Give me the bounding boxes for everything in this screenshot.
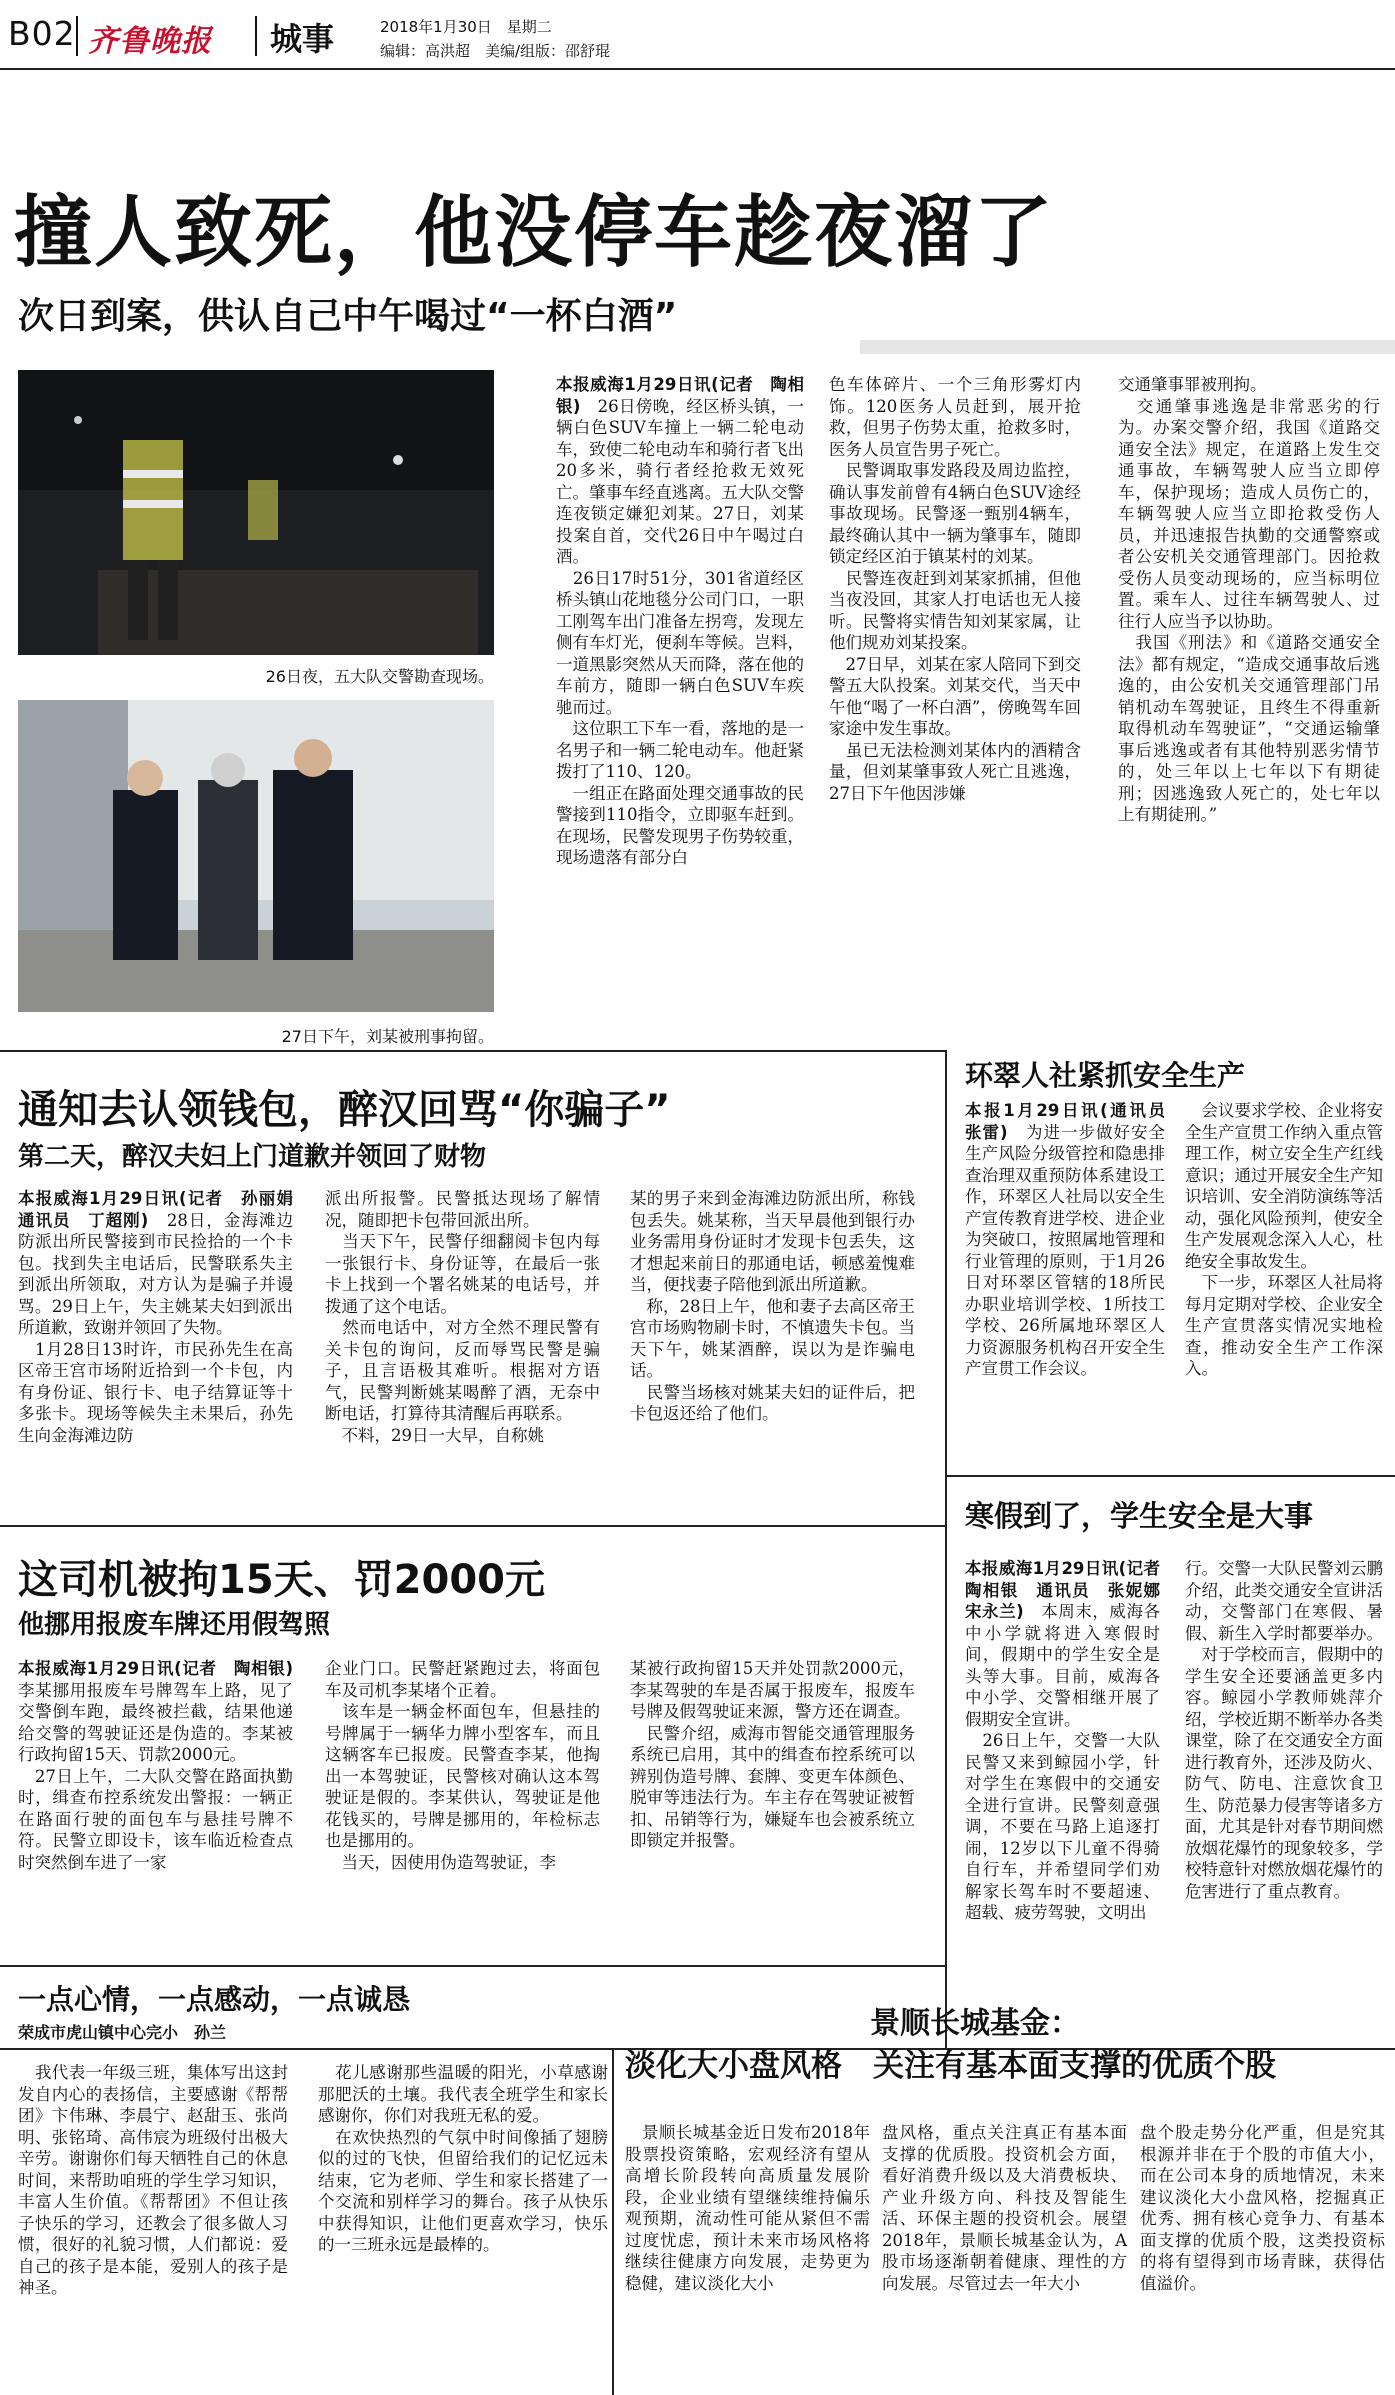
- rule-b: [945, 1050, 947, 2050]
- article4-col2: 会议要求学校、企业将安全生产宣贯工作纳入重点管理工作，树立安全生产红线意识；通过开展安全生产知识培训、安全消防演练等活动，强化风险预判，使安全生产发展观念深入人心，杜绝安全事故发生。 下一步，环翠区人社局将每月定期对学校、企业安全生产宣贯落实情况实地检查，推动安全生产工作深入。: [1185, 1101, 1383, 1378]
- article7-kicker: 景顺长城基金：: [870, 2006, 1080, 2041]
- header-rule: [0, 68, 1395, 70]
- article3-col1: [18, 1658, 293, 1958]
- article1-col3: 交通肇事罪被刑拘。 交通肇事逃逸是非常恶劣的行为。办案交警介绍，我国《道路交通安全法》规定，在道路上发生交通事故，车辆驾驶人应当立即停车，保护现场；造成人员伤亡的，车辆驾驶人应当立即抢救受伤人员，并迅速报告执勤的交通警察或者公安机关交通管理部门。因抢救受伤人员变动现场的，应当标明位置。乘车人、过往车辆驾驶人、过往行人应当予以协助。 我国《刑法》和《道路交通安全法》都有规定，“造成交通事故后逃逸的，由公安机关交通管理部门吊销机动车驾驶证，且终生不得重新取得机动车驾驶证”，“交通运输肇事后逃逸或者有其他特别恶劣情节的，处三年以上七年以下有期徒刑；因逃逸致人死亡的，处七年以上有期徒刑。”: [1118, 375, 1380, 824]
- masthead-divider: [76, 16, 78, 56]
- rule-a: [0, 1050, 945, 1052]
- article2-col1-text: 28日，金海滩边防派出所民警接到市民捡拾的一个卡包。找到失主电话后，民警联系失主到派出所领取，对方认为是骗子并谩骂。29日上午，失主姚某夫妇到派出所道歉，致谢并领回了失物。 1月28日13时许，市民孙先生在高区帝王宫市场附近拾到一个卡包，内有身份证、银行卡、电子结算证等十多张卡。现场等候失主未果后，孙先生向金海滩边防: [18, 1210, 294, 1445]
- headline-shade: [860, 340, 1395, 354]
- article3-headline: 这司机被拘15天、罚2000元: [18, 1557, 545, 1603]
- photo2-caption: 27日下午，刘某被刑事拘留。: [281, 1027, 494, 1046]
- section-name: 城事: [270, 20, 335, 58]
- article5-byline: 本报威海1月29日讯(记者 陶相银 通讯员 张妮娜 宋永兰): [965, 1559, 1177, 1621]
- issue-date: 2018年1月30日 星期二: [380, 18, 552, 36]
- article7-col2: 盘风格，重点关注真正有基本面支撑的优质股。投资机会方面，看好消费升级以及大消费板块、产业升级方向、科技及智能生活、环保主题的投资机会。展望2018年，景顺长城基金认为，A股市场逐渐朝着健康、理性的方向发展。尽管过去一年大小: [882, 2123, 1127, 2293]
- article1-byline-inline: 本报威海1月29日讯(记者 陶相银): [556, 375, 804, 416]
- article1-col1: [556, 374, 804, 1024]
- article1-subhead: 次日到案，供认自己中午喝过“一杯白酒”: [18, 296, 678, 337]
- article5-col2: 行。交警一大队民警刘云鹏介绍，此类交通安全宣讲活动，交警部门在寒假、暑假、新生入学时都要举办。 对于学校而言，假期中的学生安全还要涵盖更多内容。鲸园小学教师姚萍介绍，学校近期不断举办各类课堂，除了在交通安全方面进行教育外，还涉及防火、防气、防电、注意饮食卫生、防范暴力侵害等诸多方面，尤其是针对春节期间燃放烟花爆竹的现象较多，学校特意针对燃放烟花爆竹的危害进行了重点教育。: [1185, 1559, 1383, 1901]
- article1-headline: 撞人致死，他没停车趁夜溜了: [14, 188, 1055, 278]
- article5-col1: [965, 1558, 1177, 2028]
- article6-headline: 一点心情，一点感动，一点诚恳: [18, 1983, 411, 2016]
- article3-subhead: 他挪用报废车牌还用假驾照: [18, 1610, 331, 1640]
- rule-e: [0, 1965, 945, 1967]
- article4-col1: [965, 1100, 1182, 1460]
- article3-col1-text: 李某挪用报废车号牌驾车上路，见了交警倒车跑，最终被拦截，结果他递给交警的驾驶证还是伪造的。李某被行政拘留15天、罚款2000元。 27日上午，二大队交警在路面执勤时，缉查布控系统发出警报：一辆正在路面行驶的面包车与悬挂号牌不符。民警立即设卡，该车临近检查点时突然倒车进了一家: [18, 1680, 293, 1872]
- article5-headline: 寒假到了，学生安全是大事: [965, 1499, 1314, 1533]
- photo1-caption: 26日夜，五大队交警勘查现场。: [265, 667, 494, 686]
- article2-byline: 本报威海1月29日讯(记者 孙丽娟 通讯员 丁超刚): [18, 1189, 310, 1230]
- editors: 编辑：高洪超 美编/组版：邵舒琨: [380, 42, 611, 60]
- article1-col2: 色车体碎片、一个三角形雾灯内饰。120医务人员赶到，展开抢救，但男子伤势太重，抢救多时，医务人员宣告男子死亡。 民警调取事发路段及周边监控，确认事发前曾有4辆白色SUV途经事故现场。民警逐一甄别4辆车，最终确认其中一辆为肇事车，随即锁定经区泊于镇某村的刘某。 民警连夜赶到刘某家抓捕，但他当夜没回，其家人打电话也无人接听。民警将实情告知刘某家属，让他们规劝刘某投案。 27日早，刘某在家人陪同下到交警五大队投案。刘某交代，当天中午他“喝了一杯白酒”，傍晚驾车回家途中发生事故。 虽已无法检测刘某体内的酒精含量，但刘某肇事致人死亡且逃逸，27日下午他因涉嫌: [829, 375, 1081, 803]
- rule-g: [612, 2048, 614, 2395]
- rule-d: [947, 1475, 1395, 1477]
- article4-headline: 环翠人社紧抓安全生产: [965, 1059, 1246, 1092]
- article7-headline: 淡化大小盘风格 关注有基本面支撑的优质个股: [625, 2048, 1276, 2084]
- photo-accident-scene: [18, 370, 494, 655]
- article4-byline: 本报1月29日讯(通讯员 张雷): [965, 1101, 1182, 1142]
- article4-col1-text: 为进一步做好安全生产风险分级管控和隐患排查治理双重预防体系建设工作，环翠区人社局以安全生产宣传教育进学校、进企业为突破口，按照属地管理和行业管理的原则，于1月26日对环翠区管辖的18所民办职业培训学校、1所技工学校、26所属地环翠区人力资源服务机构召开安全生产宣贯工作会议。: [965, 1122, 1166, 1378]
- article6-col1: 我代表一年级三班，集体写出这封发自内心的表扬信，主要感谢《帮帮团》卞伟琳、李晨宁、赵甜玉、张尚明、张铭琦、高伟宸为班级付出极大辛劳。谢谢你们每天牺牲自己的休息时间，来帮助咱班的学生学习知识，丰富人生价值。《帮帮团》不但让孩子快乐的学习，还教会了很多做人习惯，很好的礼貌习惯，人们都说：爱自己的孩子是本能，爱别人的孩子是神圣。: [18, 2063, 288, 2297]
- paper-logo: 齐鲁晚报: [88, 24, 212, 59]
- photo-suspect-detained: [18, 700, 494, 1012]
- article2-headline: 通知去认领钱包，醉汉回骂“你骗子”: [18, 1087, 671, 1133]
- article6-col2: 花儿感谢那些温暖的阳光，小草感谢那肥沃的土壤。我代表全班学生和家长感谢你，你们对我班无私的爱。 在欢快热烈的气氛中时间像插了翅膀似的过的飞快，但留给我们的记忆远未结束，它为老师、学生和家长搭建了一个交流和别样学习的舞台。孩子从快乐中获得知识，让他们更喜欢学习，快乐的一三班永远是最棒的。: [318, 2063, 608, 2254]
- article3-col3: 某被行政拘留15天并处罚款2000元，李某驾驶的车是否属于报废车，报废车号牌及假驾驶证来源，警方还在调查。 民警介绍，威海市智能交通管理服务系统已启用，其中的缉查布控系统可以辨别伪造号牌、套牌、变更车体颜色、脱审等违法行为。车主存在驾驶证被暂扣、吊销等行为，嫌疑车也会被系统立即锁定并报警。: [630, 1659, 915, 1850]
- masthead-divider-2: [255, 16, 257, 56]
- article6-byline: 荣成市虎山镇中心完小 孙兰: [18, 2023, 227, 2042]
- article7-col3: 盘个股走势分化严重，但是究其根源并非在于个股的市值大小，而在公司本身的质地情况，未来建议淡化大小盘风格，挖掘真正优秀、拥有核心竞争力、有基本面支撑的优质个股，这类投资标的将有望得到市场青睐，获得估值溢价。: [1140, 2123, 1385, 2293]
- article5-col1-text: 本周末，威海各中小学就将进入寒假时间，假期中的学生安全是头等大事。目前，威海各中小学、交警相继开展了假期安全宣讲。 26日上午，交警一大队民警又来到鲸园小学，针对学生在寒假中的交通安全进行宣讲。民警刻意强调，不要在马路上追逐打闹，12岁以下儿童不得骑自行车，并希望同学们劝解家长驾车时不要超速、超载、疲劳驾驶，文明出: [965, 1602, 1161, 1922]
- article7-col1: 景顺长城基金近日发布2018年股票投资策略，宏观经济有望从高增长阶段转向高质量发展阶段，企业业绩有望继续维持偏乐观预期，流动性可能从紧但不需过度忧虑，预计未来市场风格将继续往健康方向发展，走势更为稳健，建议淡化大小: [625, 2123, 870, 2293]
- article2-subhead: 第二天，醉汉夫妇上门道歉并领回了财物: [18, 1142, 487, 1172]
- article2-col2: 派出所报警。民警抵达现场了解情况，随即把卡包带回派出所。 当天下午，民警仔细翻阅卡包内每一张银行卡、身份证等，在最后一张卡上找到一个署名姚某的电话号，并拨通了这个电话。 然而电话中，对方全然不理民警有关卡包的询问，反而辱骂民警是骗子，且言语极其难听。根据对方语气，民警判断姚某喝醉了酒，无奈中断电话，打算待其清醒后再联系。 不料，29日一大早，自称姚: [325, 1189, 600, 1445]
- rule-c: [0, 1525, 945, 1527]
- article2-col3: 某的男子来到金海滩边防派出所，称钱包丢失。姚某称，当天早晨他到银行办业务需用身份证时才发现卡包丢失，这才想起来前日的那通电话，顿感羞愧难当，便找妻子陪他到派出所道歉。 称，28日上午，他和妻子去高区帝王宫市场购物刷卡时，不慎遗失卡包。当天下午，姚某酒醉，误以为是诈骗电话。 民警当场核对姚某夫妇的证件后，把卡包返还给了他们。: [630, 1189, 915, 1423]
- article1-col1-text: 26日傍晚，经区桥头镇，一辆白色SUV车撞上一辆二轮电动车，致使二轮电动车和骑行者飞出20多米，骑行者经抢救无效死亡。肇事车经直逃离。五大队交警连夜锁定嫌犯刘某。27日，刘某投案自首，交代26日中午喝过白酒。 26日17时51分，301省道经区桥头镇山花地毯分公司门口，一职工刚驾车出门准备左拐弯，发现左侧有车灯光，便刹车等候。岂料，一道黑影突然从天而降，落在他的车前方，随即一辆白色SUV车疾驰而过。 这位职工下车一看，落地的是一名男子和一辆二轮电动车。他赶紧拨打了110、120。 一组正在路面处理交通事故的民警接到110指令，立即驱车赶到。在现场，民警发现男子伤势较重，现场遗落有部分白: [556, 396, 805, 867]
- page-code: B02: [8, 14, 76, 53]
- article2-col1: [18, 1188, 310, 1508]
- article3-col2: 企业门口。民警赶紧跑过去，将面包车及司机李某堵个正着。 该车是一辆金杯面包车，但悬挂的号牌属于一辆华力牌小型客车，而且这辆客车已报废。民警查李某，他掏出一本驾驶证，民警核对确认这本驾驶证是假的。李某供认，驾驶证是他花钱买的，号牌是挪用的，年检标志也是挪用的。 当天，因使用伪造驾驶证，李: [325, 1659, 600, 1872]
- article3-byline: 本报威海1月29日讯(记者 陶相银): [18, 1659, 293, 1678]
